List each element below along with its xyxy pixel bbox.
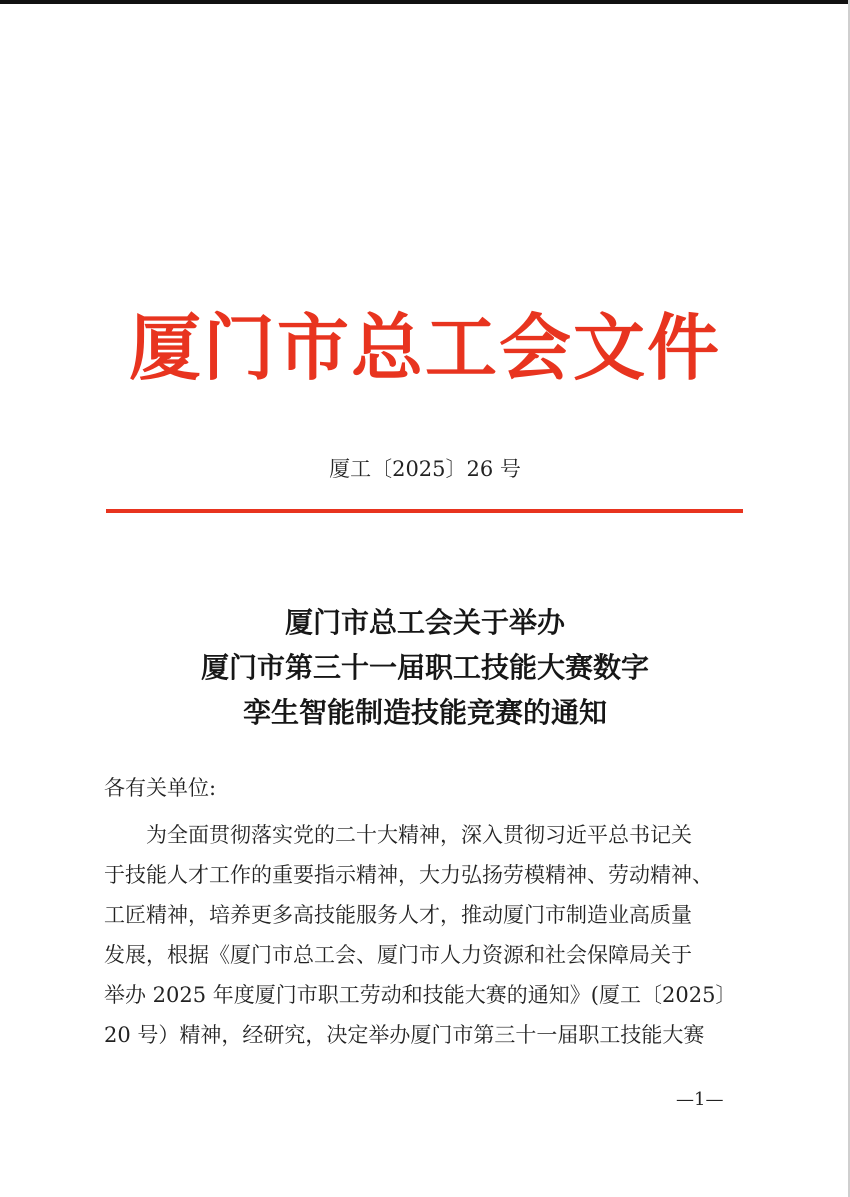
page-top-edge — [0, 0, 850, 4]
document-number: 厦工〔2025〕26 号 — [329, 457, 521, 481]
red-separator-line — [106, 509, 743, 513]
body-line-5: 举办 2025 年度厦门市职工劳动和技能大赛的通知》(厦工〔2025〕 — [104, 983, 737, 1007]
notice-title-line-2: 厦门市第三十一届职工技能大赛数字 — [200, 651, 649, 684]
notice-title-line-1: 厦门市总工会关于举办 — [284, 606, 565, 639]
document-header-title: 厦门市总工会文件 — [128, 305, 721, 390]
notice-title-line-3: 孪生智能制造技能竞赛的通知 — [242, 696, 607, 729]
notice-title — [0, 600, 850, 735]
body-line-6: 20 号）精神，经研究，决定举办厦门市第三十一届职工技能大赛 — [104, 1023, 705, 1047]
salutation: 各有关单位: — [104, 776, 217, 800]
body-line-2: 于技能人才工作的重要指示精神，大力弘扬劳模精神、劳动精神、 — [104, 863, 713, 887]
body-line-1: 为全面贯彻落实党的二十大精神，深入贯彻习近平总书记关 — [146, 823, 692, 847]
body-paragraph — [104, 815, 744, 1055]
body-line-3: 工匠精神，培养更多高技能服务人才，推动厦门市制造业高质量 — [104, 903, 692, 927]
page-number: —1— — [676, 1089, 724, 1110]
body-line-4: 发展，根据《厦门市总工会、厦门市人力资源和社会保障局关于 — [104, 943, 692, 967]
